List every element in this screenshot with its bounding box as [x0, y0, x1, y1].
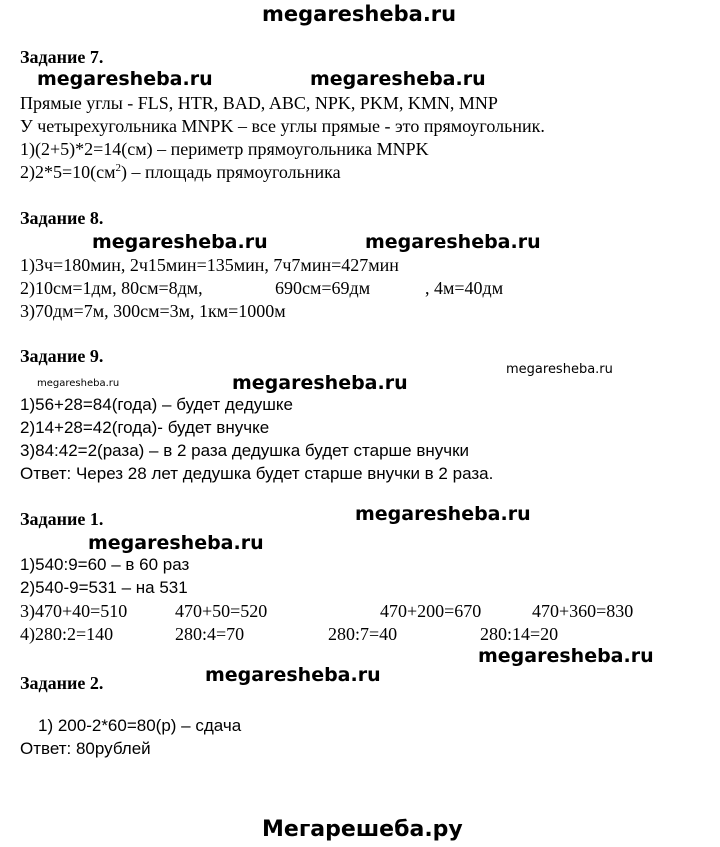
task8-line2a: 2)10см=1дм, 80см=8дм,: [20, 278, 203, 298]
watermark: megaresheba.ru: [355, 503, 531, 525]
task8-line2c: , 4м=40дм: [425, 278, 504, 298]
task9-title: Задание 9.: [20, 346, 104, 366]
task1-line2: 2)540-9=531 – на 531: [20, 578, 188, 597]
task1-row3-col4: 470+360=830: [532, 601, 634, 621]
watermark: megaresheba.ru: [92, 231, 268, 253]
task1-row4-col2: 280:4=70: [175, 624, 245, 644]
task7-line4-sup: 2: [115, 162, 122, 174]
task7-title: Задание 7.: [20, 47, 104, 67]
site-footer: Мегарешеба.ру: [262, 817, 463, 842]
task1-line1: 1)540:9=60 – в 60 раз: [20, 555, 190, 574]
watermark: megaresheba.ru: [232, 372, 408, 394]
task1-row4-col1: 4)280:2=140: [20, 624, 114, 644]
task9-line4: Ответ: Через 28 лет дедушка будет старше внучки в 2 раза.: [20, 464, 494, 483]
site-header: megaresheba.ru: [262, 2, 457, 26]
watermark: megaresheba.ru: [37, 68, 213, 90]
task8-title: Задание 8.: [20, 208, 104, 228]
task8-line3: 3)70дм=7м, 300см=3м, 1км=1000м: [20, 301, 286, 321]
task8-line2b: 690см=69дм: [275, 278, 371, 298]
task8-line1: 1)3ч=180мин, 2ч15мин=135мин, 7ч7мин=427мин: [20, 255, 399, 275]
task2-title: Задание 2.: [20, 673, 104, 693]
task1-row4-col3: 280:7=40: [328, 624, 398, 644]
watermark: megaresheba.ru: [310, 68, 486, 90]
task7-line4-post: ) – площадь прямоугольника: [121, 162, 341, 182]
task7-line2: У четырехугольника MNPK – все углы прямые - это прямоугольник.: [20, 116, 545, 136]
watermark: megaresheba.ru: [205, 664, 381, 686]
task9-line1: 1)56+28=84(года) – будет дедушке: [20, 395, 293, 414]
watermark: megaresheba.ru: [88, 532, 264, 554]
task9-line3: 3)84:42=2(раза) – в 2 раза дедушка будет старше внучки: [20, 441, 470, 460]
task1-row4-col4: 280:14=20: [480, 624, 559, 644]
watermark: megaresheba.ru: [37, 378, 120, 389]
task7-line3: 1)(2+5)*2=14(см) – периметр прямоугольника MNPK: [20, 139, 429, 159]
task1-row3-col1: 3)470+40=510: [20, 601, 128, 621]
task7-line4: [20, 162, 341, 183]
task1-row3-col2: 470+50=520: [175, 601, 268, 621]
watermark: megaresheba.ru: [365, 231, 541, 253]
task9-line2: 2)14+28=42(года)- будет внучке: [20, 418, 270, 437]
task1-row3-col3: 470+200=670: [380, 601, 482, 621]
task2-line2: Ответ: 80рублей: [20, 739, 151, 758]
task1-title: Задание 1.: [20, 509, 104, 529]
task7-line1: Прямые углы - FLS, HTR, BAD, ABC, NPK, PKM, KMN, MNP: [20, 93, 498, 113]
watermark: megaresheba.ru: [506, 362, 613, 377]
task2-line1: 1) 200-2*60=80(р) – сдача: [38, 716, 242, 735]
watermark: megaresheba.ru: [478, 645, 654, 667]
task7-line4-pre: 2)2*5=10(см: [20, 162, 116, 182]
